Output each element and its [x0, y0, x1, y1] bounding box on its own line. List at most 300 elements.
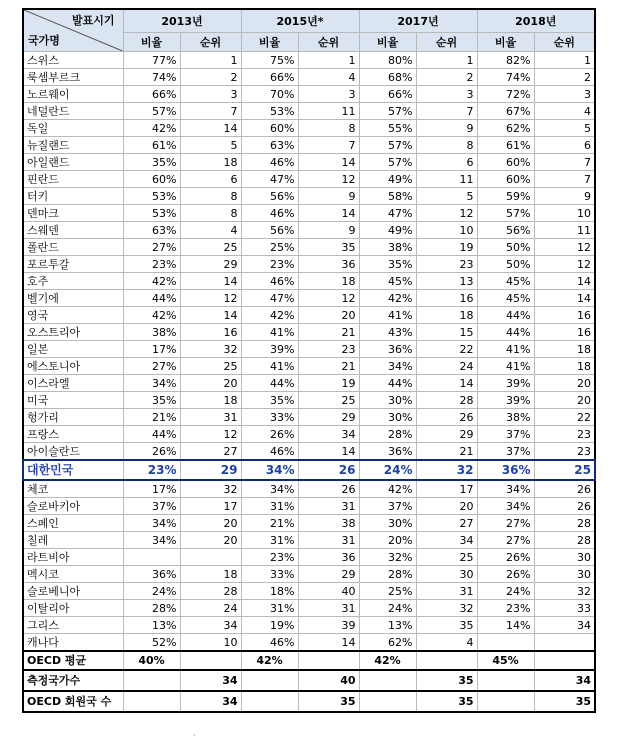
rank-cell: 36	[298, 256, 359, 273]
table-row	[23, 69, 595, 86]
ratio-cell: 13%	[359, 617, 416, 634]
rank-header: 순위	[298, 33, 359, 52]
rank-cell: 30	[416, 566, 477, 583]
ratio-cell: 46%	[241, 443, 298, 461]
rank-cell: 20	[180, 532, 241, 549]
ratio-cell: 61%	[123, 137, 180, 154]
rank-cell: 34	[180, 617, 241, 634]
ratio-cell: 44%	[477, 307, 534, 324]
ratio-cell: 42%	[123, 273, 180, 290]
ratio-cell: 21%	[123, 409, 180, 426]
country-name: 헝가리	[23, 409, 123, 426]
ratio-cell: 41%	[477, 358, 534, 375]
country-name: 오스트리아	[23, 324, 123, 341]
ratio-cell	[477, 670, 534, 691]
ratio-cell: 27%	[477, 515, 534, 532]
country-name: 노르웨이	[23, 86, 123, 103]
ratio-cell: 42%	[241, 651, 298, 670]
ratio-cell: 18%	[241, 583, 298, 600]
ratio-cell: 45%	[477, 273, 534, 290]
rank-cell: 34	[298, 426, 359, 443]
rank-cell: 7	[534, 171, 595, 188]
ratio-cell: 20%	[359, 532, 416, 549]
ratio-cell: 34%	[123, 532, 180, 549]
ratio-cell: 45%	[359, 273, 416, 290]
country-name: 에스토니아	[23, 358, 123, 375]
rank-cell: 11	[298, 103, 359, 120]
rank-cell: 23	[534, 443, 595, 461]
rank-cell: 12	[298, 171, 359, 188]
ratio-cell: 56%	[241, 188, 298, 205]
rank-cell: 9	[416, 120, 477, 137]
rank-cell: 4	[416, 634, 477, 652]
oecd-ranking-table	[22, 8, 596, 713]
rank-cell: 21	[416, 443, 477, 461]
rank-cell: 7	[180, 103, 241, 120]
ratio-header: 비율	[241, 33, 298, 52]
ratio-cell: 80%	[359, 52, 416, 69]
ratio-cell: 25%	[241, 239, 298, 256]
ratio-cell: 42%	[241, 307, 298, 324]
table-row	[23, 86, 595, 103]
rank-cell: 13	[416, 273, 477, 290]
ratio-cell: 38%	[123, 324, 180, 341]
ratio-cell: 39%	[477, 375, 534, 392]
ratio-cell: 53%	[241, 103, 298, 120]
ratio-cell: 27%	[123, 358, 180, 375]
ratio-cell: 56%	[477, 222, 534, 239]
rank-cell: 1	[534, 52, 595, 69]
rank-cell: 39	[298, 617, 359, 634]
rank-cell: 20	[534, 375, 595, 392]
ratio-cell: 46%	[241, 634, 298, 652]
ratio-cell: 67%	[477, 103, 534, 120]
rank-cell: 4	[534, 103, 595, 120]
rank-cell: 9	[298, 188, 359, 205]
ratio-cell: 42%	[359, 651, 416, 670]
rank-cell: 12	[534, 239, 595, 256]
ratio-cell: 36%	[359, 341, 416, 358]
table-row	[23, 515, 595, 532]
ratio-cell: 42%	[359, 480, 416, 498]
ratio-cell: 34%	[123, 515, 180, 532]
ratio-cell: 31%	[241, 532, 298, 549]
summary-row	[23, 691, 595, 712]
rank-cell: 4	[298, 69, 359, 86]
table-row	[23, 443, 595, 461]
summary-row	[23, 651, 595, 670]
ratio-cell: 70%	[241, 86, 298, 103]
country-name: 스위스	[23, 52, 123, 69]
ratio-cell: 46%	[241, 154, 298, 171]
rank-cell: 14	[416, 375, 477, 392]
rank-cell: 35	[298, 239, 359, 256]
country-name: 호주	[23, 273, 123, 290]
rank-cell: 20	[416, 498, 477, 515]
rank-cell: 20	[180, 515, 241, 532]
table-row	[23, 583, 595, 600]
ratio-cell: 28%	[359, 426, 416, 443]
table-row	[23, 532, 595, 549]
rank-cell: 21	[298, 358, 359, 375]
rank-cell: 23	[298, 341, 359, 358]
rank-cell: 35	[416, 617, 477, 634]
ratio-cell: 34%	[241, 480, 298, 498]
ratio-cell: 68%	[359, 69, 416, 86]
ratio-cell: 23%	[241, 549, 298, 566]
ratio-cell: 39%	[477, 392, 534, 409]
rank-cell: 28	[534, 515, 595, 532]
page-mark: ·	[193, 731, 196, 740]
ratio-cell: 42%	[359, 290, 416, 307]
ratio-cell	[359, 691, 416, 712]
ratio-cell: 60%	[241, 120, 298, 137]
ratio-cell: 23%	[123, 256, 180, 273]
rank-cell: 5	[180, 137, 241, 154]
ratio-cell	[477, 691, 534, 712]
release-period-label: 발표시기	[71, 14, 115, 27]
ratio-cell: 61%	[477, 137, 534, 154]
ratio-cell: 44%	[123, 290, 180, 307]
rank-cell: 18	[416, 307, 477, 324]
rank-cell: 30	[534, 566, 595, 583]
rank-cell: 1	[180, 52, 241, 69]
rank-cell: 29	[180, 256, 241, 273]
table-row	[23, 171, 595, 188]
rank-cell: 14	[298, 205, 359, 222]
ratio-cell: 72%	[477, 86, 534, 103]
ratio-cell: 37%	[123, 498, 180, 515]
ratio-cell: 60%	[477, 171, 534, 188]
ratio-cell: 59%	[477, 188, 534, 205]
rank-cell: 40	[298, 583, 359, 600]
rank-cell: 34	[534, 617, 595, 634]
table-row	[23, 120, 595, 137]
country-name: 독일	[23, 120, 123, 137]
table-row	[23, 426, 595, 443]
ratio-cell: 57%	[477, 205, 534, 222]
ratio-cell: 23%	[477, 600, 534, 617]
country-name: 이탈리아	[23, 600, 123, 617]
rank-cell: 14	[534, 273, 595, 290]
rank-cell: 23	[534, 426, 595, 443]
rank-cell: 3	[416, 86, 477, 103]
ratio-cell: 77%	[123, 52, 180, 69]
rank-cell: 1	[416, 52, 477, 69]
ratio-cell: 24%	[123, 583, 180, 600]
country-name: 슬로바키아	[23, 498, 123, 515]
ratio-cell: 47%	[241, 171, 298, 188]
table-row	[23, 549, 595, 566]
ratio-cell: 32%	[359, 549, 416, 566]
rank-cell: 17	[180, 498, 241, 515]
ratio-cell: 17%	[123, 480, 180, 498]
ratio-cell: 34%	[477, 480, 534, 498]
rank-cell: 10	[180, 634, 241, 652]
rank-cell: 25	[180, 239, 241, 256]
rank-cell: 14	[180, 307, 241, 324]
summary-row	[23, 670, 595, 691]
ratio-cell: 26%	[241, 426, 298, 443]
rank-cell	[180, 651, 241, 670]
rank-cell: 20	[534, 392, 595, 409]
country-name: 체코	[23, 480, 123, 498]
table-row	[23, 307, 595, 324]
country-name: 뉴질랜드	[23, 137, 123, 154]
table-row	[23, 188, 595, 205]
ratio-cell	[123, 549, 180, 566]
ratio-cell	[241, 691, 298, 712]
rank-cell: 16	[416, 290, 477, 307]
rank-cell: 32	[180, 341, 241, 358]
rank-cell: 32	[416, 600, 477, 617]
table-row	[23, 256, 595, 273]
rank-cell: 12	[298, 290, 359, 307]
country-name: OECD 평균	[23, 651, 123, 670]
rank-cell: 20	[298, 307, 359, 324]
rank-cell: 2	[534, 69, 595, 86]
ratio-cell: 36%	[477, 460, 534, 480]
ratio-cell: 45%	[477, 651, 534, 670]
ratio-cell: 28%	[123, 600, 180, 617]
rank-cell: 16	[534, 307, 595, 324]
ratio-cell	[123, 670, 180, 691]
rank-cell: 28	[534, 532, 595, 549]
rank-cell: 10	[534, 205, 595, 222]
ratio-cell: 49%	[359, 222, 416, 239]
ratio-cell: 41%	[241, 324, 298, 341]
rank-cell: 5	[416, 188, 477, 205]
ratio-cell: 56%	[241, 222, 298, 239]
table-row	[23, 273, 595, 290]
ratio-cell: 23%	[123, 460, 180, 480]
ratio-cell: 34%	[359, 358, 416, 375]
ratio-cell: 75%	[241, 52, 298, 69]
country-name: 스페인	[23, 515, 123, 532]
rank-cell: 17	[416, 480, 477, 498]
rank-cell: 12	[416, 205, 477, 222]
rank-header: 순위	[416, 33, 477, 52]
ratio-cell: 74%	[477, 69, 534, 86]
rank-cell: 25	[416, 549, 477, 566]
rank-cell: 26	[534, 480, 595, 498]
ratio-cell: 30%	[359, 409, 416, 426]
ratio-cell: 37%	[477, 443, 534, 461]
rank-cell: 35	[298, 691, 359, 712]
ratio-cell: 66%	[241, 69, 298, 86]
ratio-cell: 52%	[123, 634, 180, 652]
rank-cell: 31	[180, 409, 241, 426]
ratio-cell: 24%	[477, 583, 534, 600]
table-row	[23, 324, 595, 341]
country-name: 핀란드	[23, 171, 123, 188]
table-row	[23, 239, 595, 256]
country-name: OECD 회원국 수	[23, 691, 123, 712]
ratio-cell: 82%	[477, 52, 534, 69]
year-header: 2013년	[123, 9, 241, 33]
rank-cell: 34	[180, 691, 241, 712]
rank-cell: 26	[298, 480, 359, 498]
rank-cell: 31	[298, 532, 359, 549]
country-name: 그리스	[23, 617, 123, 634]
ratio-cell: 24%	[359, 600, 416, 617]
country-name: 덴마크	[23, 205, 123, 222]
rank-cell: 20	[180, 375, 241, 392]
rank-cell: 15	[416, 324, 477, 341]
rank-cell: 18	[180, 392, 241, 409]
ratio-cell: 47%	[359, 205, 416, 222]
table-row	[23, 392, 595, 409]
country-name: 캐나다	[23, 634, 123, 652]
rank-cell: 8	[416, 137, 477, 154]
rank-cell: 8	[298, 120, 359, 137]
rank-cell	[416, 651, 477, 670]
rank-cell: 34	[534, 670, 595, 691]
rank-cell: 14	[534, 290, 595, 307]
ratio-cell: 35%	[359, 256, 416, 273]
ratio-cell: 33%	[241, 566, 298, 583]
table-row	[23, 617, 595, 634]
ratio-cell: 47%	[241, 290, 298, 307]
ratio-cell: 66%	[123, 86, 180, 103]
rank-cell: 18	[534, 341, 595, 358]
ratio-cell: 30%	[359, 392, 416, 409]
ratio-cell: 37%	[359, 498, 416, 515]
rank-cell: 29	[180, 460, 241, 480]
rank-cell: 25	[298, 392, 359, 409]
ratio-cell	[477, 634, 534, 652]
rank-cell: 29	[298, 409, 359, 426]
country-name: 아일랜드	[23, 154, 123, 171]
rank-cell: 24	[416, 358, 477, 375]
ratio-cell: 57%	[359, 154, 416, 171]
table-row	[23, 103, 595, 120]
ratio-cell: 45%	[477, 290, 534, 307]
rank-cell: 8	[180, 205, 241, 222]
ratio-cell: 44%	[123, 426, 180, 443]
rank-cell: 2	[180, 69, 241, 86]
rank-cell: 21	[298, 324, 359, 341]
rank-cell: 22	[416, 341, 477, 358]
rank-cell: 26	[298, 460, 359, 480]
ratio-cell: 58%	[359, 188, 416, 205]
ratio-cell: 55%	[359, 120, 416, 137]
ratio-header: 비율	[477, 33, 534, 52]
rank-cell: 32	[534, 583, 595, 600]
country-name: 프랑스	[23, 426, 123, 443]
rank-cell: 14	[298, 443, 359, 461]
rank-cell: 22	[534, 409, 595, 426]
rank-cell: 6	[416, 154, 477, 171]
rank-cell: 10	[416, 222, 477, 239]
ratio-cell: 57%	[123, 103, 180, 120]
rank-cell: 9	[534, 188, 595, 205]
country-label: 국가명	[28, 34, 60, 47]
ratio-cell: 28%	[359, 566, 416, 583]
ratio-cell: 60%	[123, 171, 180, 188]
ratio-cell: 41%	[359, 307, 416, 324]
ratio-cell: 27%	[123, 239, 180, 256]
ratio-cell: 13%	[123, 617, 180, 634]
rank-cell: 32	[180, 480, 241, 498]
rank-cell: 18	[180, 154, 241, 171]
ratio-cell: 60%	[477, 154, 534, 171]
table-row	[23, 409, 595, 426]
rank-cell: 29	[298, 566, 359, 583]
ratio-cell: 63%	[123, 222, 180, 239]
year-header: 2015년*	[241, 9, 359, 33]
rank-cell: 9	[298, 222, 359, 239]
rank-cell: 16	[534, 324, 595, 341]
ratio-header: 비율	[359, 33, 416, 52]
rank-cell: 35	[416, 670, 477, 691]
ratio-cell: 46%	[241, 273, 298, 290]
ratio-cell: 25%	[359, 583, 416, 600]
rank-cell: 25	[180, 358, 241, 375]
table-row	[23, 498, 595, 515]
ratio-cell: 19%	[241, 617, 298, 634]
rank-cell: 23	[416, 256, 477, 273]
rank-cell: 7	[416, 103, 477, 120]
rank-cell: 18	[180, 566, 241, 583]
rank-cell: 24	[180, 600, 241, 617]
country-name: 슬로베니아	[23, 583, 123, 600]
rank-cell: 31	[416, 583, 477, 600]
table-row	[23, 375, 595, 392]
ratio-cell: 41%	[477, 341, 534, 358]
rank-cell: 27	[180, 443, 241, 461]
country-name: 룩셈부르크	[23, 69, 123, 86]
ratio-cell: 42%	[123, 307, 180, 324]
ratio-cell: 50%	[477, 239, 534, 256]
rank-cell: 3	[298, 86, 359, 103]
rank-cell: 14	[180, 120, 241, 137]
ratio-cell: 44%	[477, 324, 534, 341]
rank-cell: 32	[416, 460, 477, 480]
ratio-cell: 42%	[123, 120, 180, 137]
table-row	[23, 358, 595, 375]
table-row	[23, 137, 595, 154]
corner-header	[23, 9, 123, 52]
country-name: 대한민국	[23, 460, 123, 480]
rank-header: 순위	[180, 33, 241, 52]
rank-cell: 28	[180, 583, 241, 600]
ratio-cell: 57%	[359, 103, 416, 120]
ratio-cell: 41%	[241, 358, 298, 375]
rank-cell: 36	[298, 549, 359, 566]
table-row	[23, 566, 595, 583]
table-row	[23, 154, 595, 171]
country-name: 영국	[23, 307, 123, 324]
country-name: 측정국가수	[23, 670, 123, 691]
header-row-years	[23, 9, 595, 33]
rank-cell: 3	[534, 86, 595, 103]
ratio-cell: 33%	[241, 409, 298, 426]
ratio-cell: 38%	[359, 239, 416, 256]
rank-cell: 12	[180, 426, 241, 443]
ratio-cell: 35%	[241, 392, 298, 409]
rank-cell: 34	[180, 670, 241, 691]
rank-cell: 28	[416, 392, 477, 409]
table-row	[23, 341, 595, 358]
ratio-cell: 26%	[477, 549, 534, 566]
ratio-cell: 38%	[477, 409, 534, 426]
ratio-cell: 66%	[359, 86, 416, 103]
ratio-cell: 49%	[359, 171, 416, 188]
country-name: 이스라엘	[23, 375, 123, 392]
year-header: 2018년	[477, 9, 595, 33]
ratio-cell	[241, 670, 298, 691]
